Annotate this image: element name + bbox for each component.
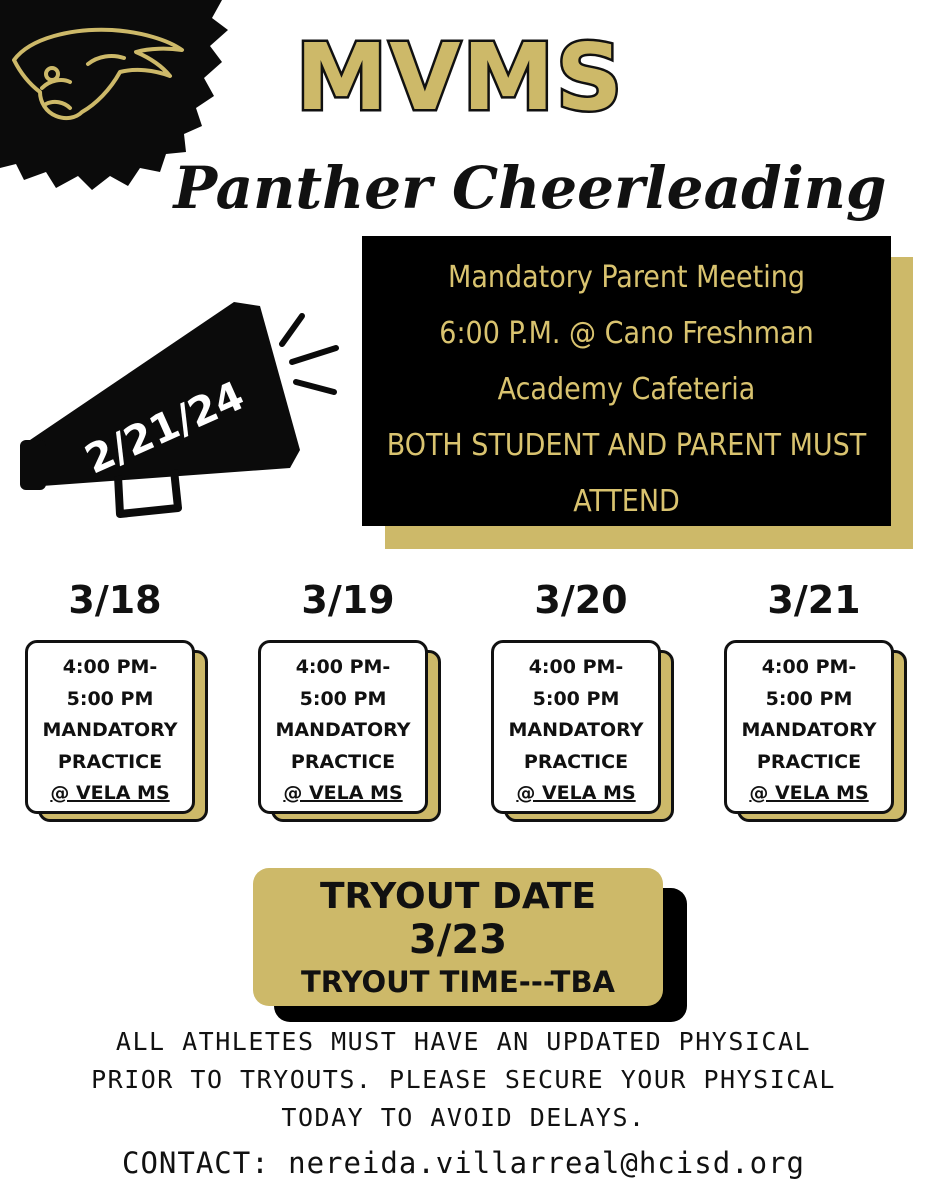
tryout-date: 3/23 bbox=[408, 917, 508, 963]
meeting-line: ATTEND bbox=[573, 484, 680, 519]
notice-line: TODAY TO AVOID DELAYS. bbox=[281, 1103, 646, 1132]
practice-card bbox=[25, 640, 195, 814]
practice-label: PRACTICE bbox=[57, 750, 163, 773]
meeting-line: Academy Cafeteria bbox=[497, 372, 756, 407]
practice-time-start: 4:00 PM- bbox=[528, 656, 624, 678]
practice-date: 3/20 bbox=[534, 578, 628, 622]
practice-venue: @ VELA MS bbox=[283, 782, 403, 804]
practice-time-end: 5:00 PM bbox=[299, 687, 387, 710]
practice-card bbox=[258, 640, 428, 814]
meeting-box bbox=[362, 236, 891, 526]
practice-label: PRACTICE bbox=[523, 750, 629, 773]
megaphone-mouth bbox=[20, 440, 46, 490]
sound-lines-icon bbox=[282, 316, 336, 392]
practice-time-start: 4:00 PM- bbox=[761, 656, 857, 678]
meeting-line: Mandatory Parent Meeting bbox=[448, 260, 805, 295]
physical-notice bbox=[60, 1023, 867, 1137]
practice-date: 3/19 bbox=[301, 578, 395, 622]
tryout-box bbox=[253, 868, 663, 1006]
practice-venue: @ VELA MS bbox=[516, 782, 636, 804]
tryout-label: TRYOUT DATE bbox=[319, 876, 597, 917]
practice-label: MANDATORY bbox=[741, 719, 877, 741]
practice-time-start: 4:00 PM- bbox=[295, 656, 391, 678]
practice-label: MANDATORY bbox=[508, 719, 644, 741]
practice-time-end: 5:00 PM bbox=[66, 687, 154, 710]
practice-card bbox=[491, 640, 661, 814]
practice-label: MANDATORY bbox=[275, 719, 411, 741]
meeting-line: BOTH STUDENT AND PARENT MUST bbox=[386, 428, 867, 463]
practice-time-end: 5:00 PM bbox=[765, 687, 853, 710]
megaphone-body bbox=[30, 302, 300, 486]
megaphone-date: 2/21/24 bbox=[78, 372, 251, 484]
practice-venue: @ VELA MS bbox=[50, 782, 170, 804]
tryout-time: TRYOUT TIME---TBA bbox=[301, 965, 615, 999]
practice-date: 3/18 bbox=[68, 578, 162, 622]
practice-venue: @ VELA MS bbox=[749, 782, 869, 804]
notice-line: ALL ATHLETES MUST HAVE AN UPDATED PHYSICAL bbox=[115, 1027, 812, 1056]
practice-time-end: 5:00 PM bbox=[532, 687, 620, 710]
notice-line: PRIOR TO TRYOUTS. PLEASE SECURE YOUR PHYSICAL bbox=[91, 1065, 836, 1094]
page-title: MVMS bbox=[295, 24, 625, 131]
practice-label: PRACTICE bbox=[756, 750, 862, 773]
page-subtitle: Panther Cheerleading bbox=[173, 154, 887, 222]
practice-label: MANDATORY bbox=[42, 719, 178, 741]
practice-label: PRACTICE bbox=[290, 750, 396, 773]
contact-line: CONTACT: nereida.villarreal@hcisd.org bbox=[121, 1146, 805, 1180]
megaphone-icon bbox=[20, 290, 350, 530]
practice-date: 3/21 bbox=[767, 578, 861, 622]
practice-time-start: 4:00 PM- bbox=[62, 656, 158, 678]
practice-card bbox=[724, 640, 894, 814]
meeting-line: 6:00 P.M. @ Cano Freshman bbox=[439, 316, 814, 351]
